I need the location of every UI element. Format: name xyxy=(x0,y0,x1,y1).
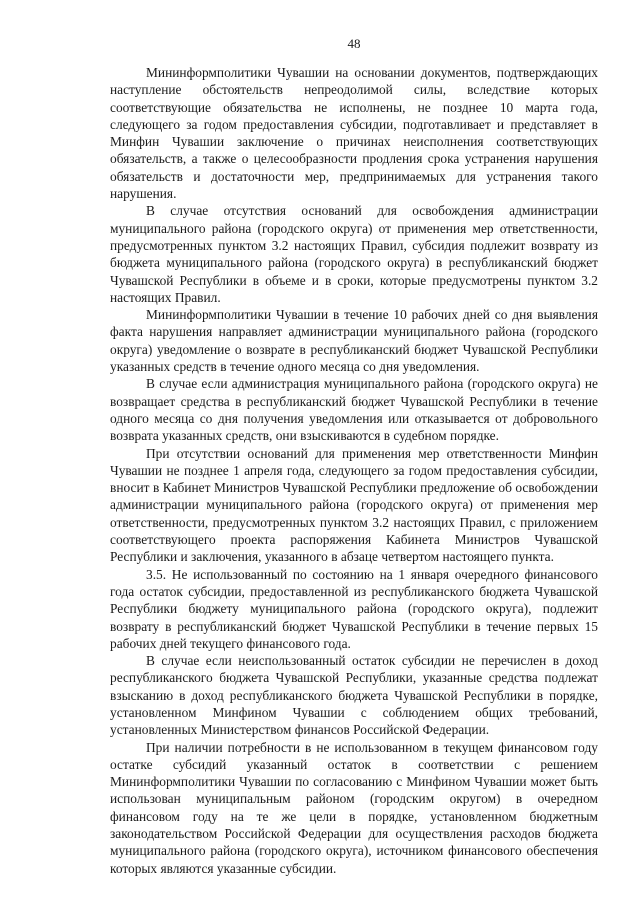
page-number: 48 xyxy=(347,36,361,51)
paragraph-3: Мининформполитики Чувашии в течение 10 рабочих дней со дня выявления факта нарушения направляет администрации муниципального района (городского округа) уведомление о возврате в республиканский бюджет Чувашской Республики указанных средств в течение одного месяца со дня уведомления. xyxy=(110,307,598,375)
paragraph-7: В случае если неиспользованный остаток субсидии не перечислен в доход республиканского бюджета Чувашской Республики, указанные средства подлежат взысканию в доход республиканского бюджета Чувашской Республики в порядке, установленном Минфином Чувашии с соблюдением общих требований, установленных Министерством финансов Российской Федерации. xyxy=(110,653,598,738)
paragraph-6: 3.5. Не использованный по состоянию на 1 января очередного финансового года остаток субсидии, предоставленной из республиканского бюджета Чувашской Республики бюджету муниципального района (городского округа), подлежит возврату в республиканский бюджет Чувашской Республики в течение первых 15 рабочих дней текущего финансового года. xyxy=(110,566,598,651)
paragraph-1: Мининформполитики Чувашии на основании документов, подтверждающих наступление обстоятельств непреодолимой силы, вследствие которых соответствующие обязательства не исполнены, не позднее 10 марта года, следующего за годом предоставления субсидии, подготавливает и представляет в Минфин Чувашии заключение о причинах неисполнения соответствующих обязательств, а также о целесообразности продления срока устранения нарушения обязательств и достаточности мер, предпринимаемых для устранения такого нарушения. xyxy=(110,65,598,202)
paragraph-8: При наличии потребности в не использованном в текущем финансовом году остатке субсидий указанный остаток в соответствии с решением Мининформполитики Чувашии по согласованию с Минфином Чувашии может быть использован муниципальным районом (городским округом) в очередном финансовом году на те же цели в порядке, установленном бюджетным законодательством Российской Федерации для осуществления расходов бюджета муниципального района (городского округа), источником финансового обеспечения которых являются указанные субсидии. xyxy=(110,739,598,876)
paragraph-4: В случае если администрация муниципального района (городского округа) не возвращает средства в республиканский бюджет Чувашской Республики в течение одного месяца со дня получения уведомления или отказывается от добровольного возврата указанных средств, они взыскиваются в судебном порядке. xyxy=(110,376,598,444)
paragraph-5: При отсутствии оснований для применения мер ответственности Минфин Чувашии не позднее 1 апреля года, следующего за годом предоставления субсидии, вносит в Кабинет Министров Чувашской Республики предложение об освобождении администрации муниципального района (городского округа) от применения мер ответственности, предусмотренных пунктом 3.2 настоящих Правил, с приложением соответствующего проекта распоряжения Кабинета Министров Чувашской Республики и заключения, указанного в абзаце четвертом настоящего пункта. xyxy=(110,445,598,565)
document-page xyxy=(110,36,598,877)
paragraph-2: В случае отсутствия оснований для освобождения администрации муниципального района (городского округа) от применения мер ответственности, предусмотренных пунктом 3.2 настоящих Правил, субсидия подлежит возврату из бюджета муниципального района (городского округа) в республиканский бюджет Чувашской Республики в объеме и в сроки, которые предусмотрены пунктом 3.2 настоящих Правил. xyxy=(110,203,598,305)
